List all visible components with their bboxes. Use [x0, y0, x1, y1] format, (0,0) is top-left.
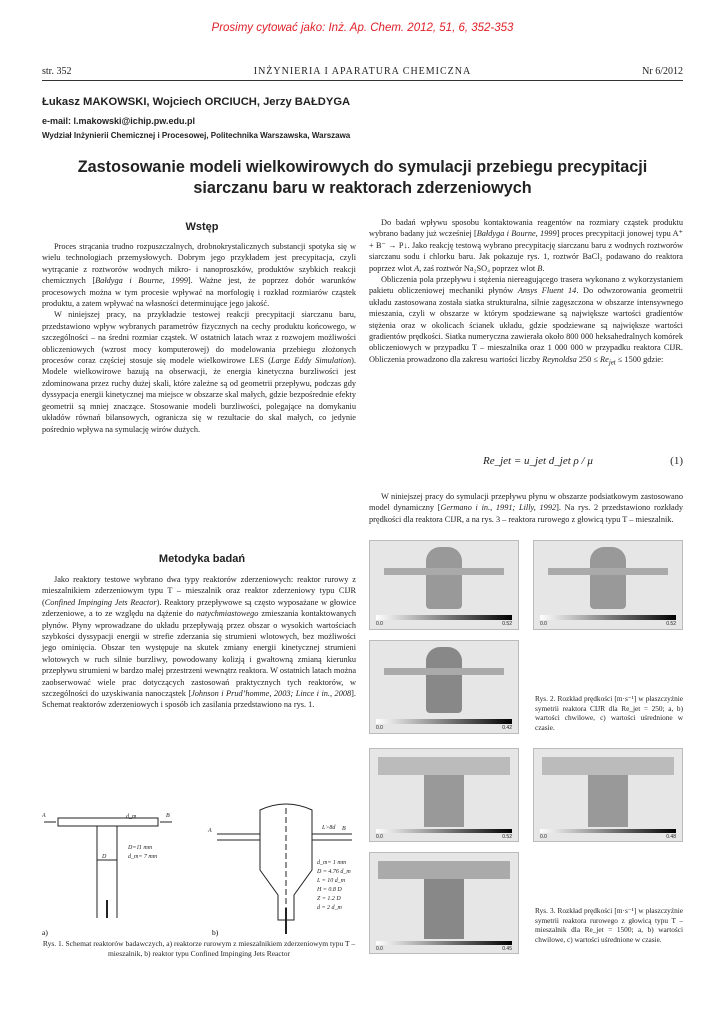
page-number: str. 352: [42, 66, 72, 77]
scale-max: 0.52: [502, 621, 512, 627]
fig1b-dim-6: d = 2 d_m: [317, 905, 342, 911]
citation-note: Prosimy cytować jako: Inż. Ap. Chem. 2012, 51, 6, 352-353: [211, 22, 514, 34]
fig1b-dim-5: Z = 1.2 D: [317, 896, 341, 902]
fig1b-dim-2: D = 4.76 d_m: [317, 869, 351, 875]
section-heading-metodyka: Metodyka badań: [158, 553, 246, 565]
fig1-label-a: a): [42, 928, 48, 937]
journal-name: INŻYNIERIA I APARATURA CHEMICZNA: [253, 66, 472, 77]
title-line-1: Zastosowanie modeli wielkowirowych do symulacji przebiegu precypitacji: [77, 158, 648, 176]
scale-max: 0.52: [666, 621, 676, 627]
fig1a-dim-D: D=11 mm: [128, 845, 153, 851]
scale-min: 0.0: [376, 621, 383, 627]
equation-number: (1): [670, 455, 683, 467]
left-column-text-2: Jako reaktory testowe wybrano dwa typy reaktorów zderzeniowych: reaktor rurowy z mieszalnikiem zderzeniowym typu T – mieszalnik oraz reaktor zderzeniowy typu CIJR (Confined Impinging Jets Reactor). Reaktory przepływowe są często wyposażane w głowice zderzeniowe, a to ze względu na dążenie do natychmiastowego zmieszania kontaktowanych płynów. Płyny wprowadzane do układu przepływają przez obszar o wysokich wartościach szybkości dyssypacji energii w strefie zderzania się strumieni wlotowych, bez możliwości jego ominięcia. Obszar ten występuje na skutek zmiany energii kinetycznej strumieni wlotowych w ruch silnie burzliwy, powodowany kolizją i gwałtowną zmianą kierunku przepływu strumieni w bardzo małej przestrzeni wewnątrz reaktora. W ostatnich latach można zaobserwować wiele prac dotyczących zastosowań praktycznych tych reaktorów, w szczególności do uzyskiwania nanocząstek [Johnson i Prud’homme, 2003; Lince i in., 2008]. Schemat reaktorów zderzeniowych i sposób ich zasilania przedstawiono na rys. 1.: [42, 575, 357, 710]
scale-min: 0.0: [376, 834, 383, 840]
fig1b-dim-4: H = 0.8 D: [317, 887, 342, 893]
figure-3-caption: Rys. 3. Rozkład prędkości [m·s⁻¹] w płaszczyźnie symetrii reaktora rurowego z głowicą typu T – mieszalnik dla Re_jet = 1500; a, b) wartości chwilowe, c) wartości uśrednione w czasie.: [535, 906, 683, 944]
figure-2a-velocity-map: [369, 540, 519, 630]
header-rule: [42, 80, 683, 81]
left-column-text-1: Proces strącania trudno rozpuszczalnych, drobnokrystalicznych substancji spotyka się w wielu technologiach przemysłowych. Dobrym jego przykładem jest precypitacja, czyli wytrącanie z roztworów wodnych mikro- i nanoproszków, produktów szybkich reakcji chemicznych [Bałdyga i Bourne, 1999]. Ważne jest, że poprzez dobór warunków procesowych można w tym procesie wpływać na morfologię i rozkład rozmiarów cząstek produktu, a zatem wpływać na własności determinujące jego jakość. W niniejszej pracy, na przykładzie testowej reakcji precypitacji siarczanu baru, przedstawiono wpływ wybranych parametrów fizycznych na cechy produktu końcowego, w szczególności – na średni rozmiar cząstek. W ostatnich latach wraz z rozwojem możliwości obliczeniowych (wzrost mocy komputerowej) do modelowania przebiegu złożonych procesów coraz częściej stosuje się modele wielkowirowe LES (Large Eddy Simulation). Modele wielkowirowe bazują na obserwacji, że energia kinetyczna burzliwości jest zdominowana przez ruchy dużej skali, które zależne są od geometrii przepływu, podczas gdy dyssypacja energii kinetycznej ma miejsce w obszarze skal małych, gdzie bezpośrednie efekty geometrii są mniej znaczące. Stosowanie modeli burzliwości, polegające na domykaniu układów równań bilansowych, ogranicza się w rezultacie do skal małych, co jedynie pośrednio wpływa na symulację wirów dużych.: [42, 242, 356, 434]
affiliation: Wydział Inżynierii Chemicznej i Procesowej, Politechnika Warszawska, Warszawa: [42, 131, 351, 140]
figure-2b-velocity-map: [533, 540, 683, 630]
fig1b-dim-3: L = 10 d_m: [317, 878, 346, 884]
fig1b-label-B: B: [342, 826, 346, 832]
figure-2-caption: Rys. 2. Rozkład prędkości [m·s⁻¹] w płaszczyźnie symetrii reaktora CIJR dla Re_jet = 250; a, b) wartości chwilowe, c) wartości uśrednione w czasie.: [535, 694, 683, 732]
equation-1: [378, 449, 683, 477]
fig1a-label-D: D: [102, 854, 107, 860]
right-column-text-2: W niniejszej pracy do symulacji przepływu płynu w obszarze podsiatkowym zastosowano model dynamiczny [Germano i in., 1991; Lilly, 1992]. Na rys. 2 przedstawiono rozkłady prędkości dla reaktora CIJR, a na rys. 3 – reaktora rurowego z głowicą typu T – mieszalnik.: [369, 492, 684, 524]
scale-min: 0.0: [376, 725, 383, 731]
scale-min: 0.0: [540, 834, 547, 840]
fig1b-dim-1: d_m= 1 mm: [317, 860, 347, 866]
equation-formula: Re_jet = u_jet d_jet ρ / μ: [483, 455, 593, 467]
fig1a-label-B: B: [166, 813, 170, 819]
fig1a-label-A: A: [42, 813, 46, 819]
title-line-2: siarczanu baru w reaktorach zderzeniowych: [193, 179, 532, 197]
figure-1-caption: Rys. 1. Schemat reaktorów badawczych, a) reaktorze rurowym z mieszalnikiem zderzeniowym typu T – mieszalnik, b) reaktor typu Confined Impinging Jets Reactor: [42, 939, 356, 958]
figure-2c-velocity-map: [369, 640, 519, 734]
fig1a-dim-dm: d_m= 7 mm: [128, 854, 158, 860]
scale-max: 0.48: [666, 834, 676, 840]
authors: Łukasz MAKOWSKI, Wojciech ORCIUCH, Jerzy BAŁDYGA: [42, 96, 351, 108]
section-heading-wstep: Wstęp: [185, 221, 219, 233]
right-column-text-1: Do badań wpływu sposobu kontaktowania reagentów na rozmiary cząstek produktu wybrano badany już wcześniej [Bałdyga i Bourne, 1999] proces precypitacji jonowej typu A⁺ + B⁻ → P↓. Jako reakcję testową wybrano precypitację siarczanu baru z wodnych roztworów siarczanu sodu i chlorku baru. Jak pokazuje rys. 1, roztwór BaCl₂ podawano do reaktora poprzez wlot A, zaś roztwór Na₂SO₄ poprzez wlot B. Obliczenia pola przepływu i stężenia niereagującego trasera wykonano z wykorzystaniem pakietu obliczeniowej mechaniki płynów Ansys Fluent 14. Do odwzorowania geometrii układu zastosowana została siatka strukturalna, silnie zagęszczona w obszarze intensywnego mieszania, czyli w obszarze w którym spodziewane są największe wartości gradientów stężenia oraz w okolicach ścianek układu, gdzie spodziewane są największe wartości gradientów prędkości. Siatka numeryczna zawierała około 800 000 heksahedralnych komórek obliczeniowych w przypadku T – mieszalnika oraz 1 000 000 w przypadku reaktora CIJR. Obliczenia prowadzono dla zakresu wartości liczby Reynoldsa $250 \le Re_{jet} \le 1500$ gdzie:: [369, 218, 683, 367]
figure-3c-velocity-map: [369, 852, 519, 954]
scale-max: 0.52: [502, 834, 512, 840]
scale-min: 0.0: [376, 946, 383, 952]
figure-1-schematics: [42, 800, 357, 940]
fig1a-label-dm: d_m: [126, 814, 137, 820]
issue-number: Nr 6/2012: [642, 66, 683, 77]
scale-max: 0.42: [502, 725, 512, 731]
fig1b-label-A: A: [208, 828, 212, 834]
email[interactable]: e-mail: l.makowski@ichip.pw.edu.pl: [42, 116, 195, 126]
scale-min: 0.0: [540, 621, 547, 627]
fig1b-label-L: L>8d: [322, 825, 336, 831]
fig1-label-b: b): [212, 928, 219, 937]
paper-title: [60, 157, 665, 199]
figure-3a-velocity-map: [369, 748, 519, 842]
scale-max: 0.45: [502, 946, 512, 952]
figure-3b-velocity-map: [533, 748, 683, 842]
